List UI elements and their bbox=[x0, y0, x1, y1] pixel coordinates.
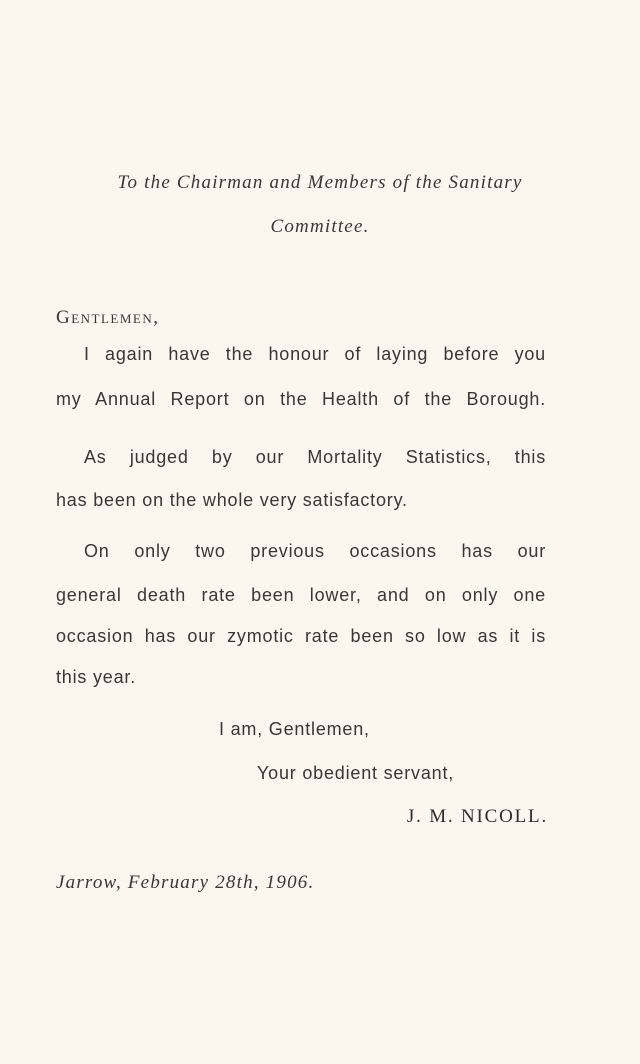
salutation: Gentlemen, bbox=[56, 307, 160, 328]
closing-line-2: Your obedient servant, bbox=[257, 763, 455, 783]
paragraph-2-line-2: has been on the whole very satisfactory. bbox=[56, 490, 408, 510]
paragraph-3-line-4: this year. bbox=[56, 667, 137, 687]
signature: J. M. NICOLL. bbox=[406, 806, 548, 827]
paragraph-1-line-1: I again have the honour of laying before you bbox=[84, 344, 546, 364]
paragraph-1-line-2: my Annual Report on the Health of the Borough. bbox=[56, 389, 546, 409]
paragraph-3-line-1: On only two previous occasions has our bbox=[84, 541, 546, 561]
address-line-2: Committee. bbox=[270, 216, 370, 237]
paragraph-3-line-2: general death rate been lower, and on only one bbox=[56, 585, 546, 605]
paragraph-3-line-3: occasion has our zymotic rate been so low as it is bbox=[56, 626, 546, 646]
paragraph-2-line-1: As judged by our Mortality Statistics, this bbox=[84, 447, 546, 467]
closing-line-1: I am, Gentlemen, bbox=[219, 719, 370, 739]
dateline: Jarrow, February 28th, 1906. bbox=[56, 872, 315, 893]
address-line-1: To the Chairman and Members of the Sanitary bbox=[117, 172, 523, 193]
